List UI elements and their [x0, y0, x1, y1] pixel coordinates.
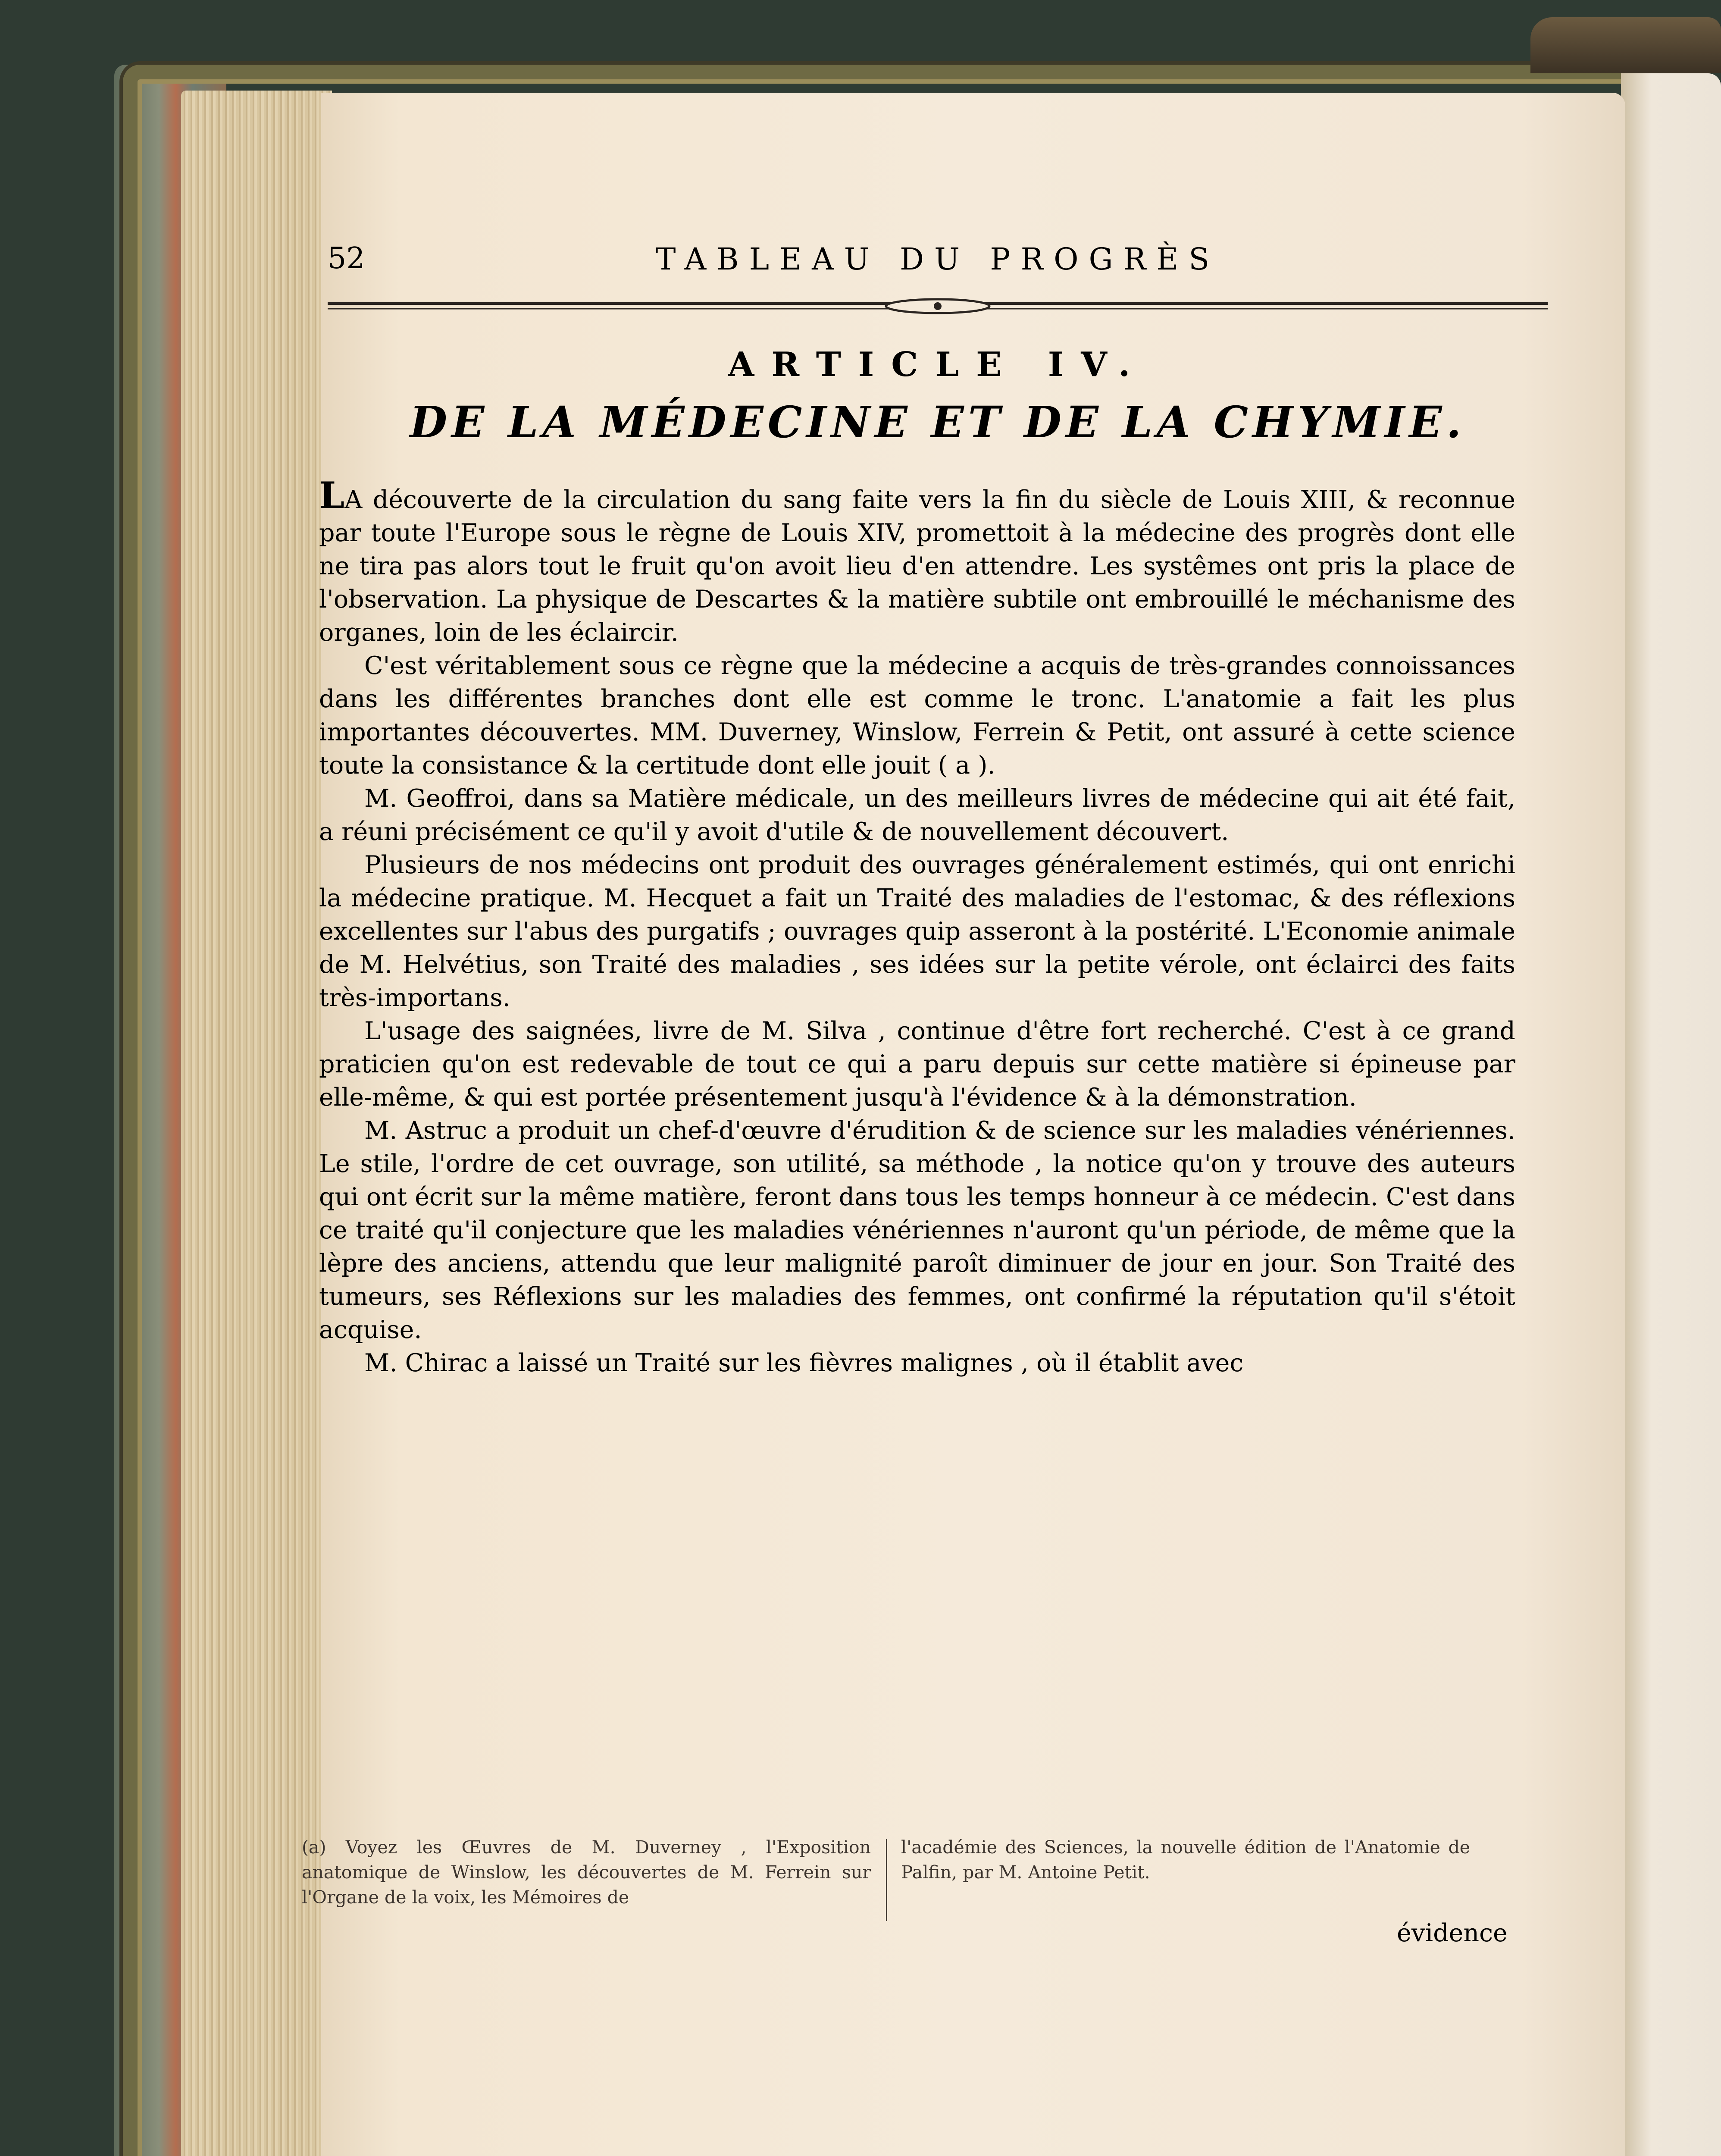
facing-page-edge	[1621, 73, 1721, 2156]
binding-clasp	[1530, 17, 1721, 73]
paragraph: M. Astruc a produit un chef-d'œuvre d'érudition & de science sur les maladies vénériennes. Le stile, l'ordre de cet ouvrage, son utilité, sa méthode , la notice qu'on y trouve des auteurs qui ont écrit sur la même matière, feront dans tous les temps honneur à ce médecin. C'est dans ce traité qu'il conjecture que les maladies vénériennes n'auront qu'un période, de même que la lèpre des anciens, attendu que leur malignité paroît diminuer de jour en jour. Son Traité des tumeurs, ses Réflexions sur les maladies des femmes, ont confirmé la réputation qu'il s'étoit acquise.	[319, 1116, 1515, 1344]
ornamental-rule	[328, 298, 1548, 315]
paragraph: C'est véritablement sous ce règne que la médecine a acquis de très-grandes connoissances dans les différentes branches dont elle est comme le tronc. L'anatomie a fait les plus importantes découvertes. MM. Duverney, Winslow, Ferrein & Petit, ont assuré à cette science toute la consistance & la certitude dont elle jouit ( a ).	[319, 652, 1515, 780]
footnote-left: (a) Voyez les Œuvres de M. Duverney , l'Exposition anatomique de Winslow, les découvertes de M. Ferrein sur l'Organe de la voix, les Mémoires de	[302, 1837, 871, 1908]
running-head	[328, 241, 1548, 285]
running-title: TABLEAU DU PROGRÈS	[655, 241, 1220, 277]
article-heading: ARTICLE IV.	[728, 345, 1148, 384]
paragraph	[319, 474, 1515, 649]
article-title: DE LA MÉDECINE ET DE LA CHYMIE.	[410, 397, 1466, 448]
page-number: 52	[328, 241, 365, 276]
footnote-divider	[886, 1839, 887, 1921]
drop-capital: L	[319, 474, 345, 517]
body-text	[319, 474, 1515, 1380]
paragraph-text: A découverte de la circulation du sang faite vers la fin du siècle de Louis XIII, & reconnue par toute l'Europe sous le règne de Louis XIV, promettoit à la médecine des progrès dont elle ne tira pas alors tout le fruit qu'on avoit lieu d'en attendre. Les systêmes ont pris la place de l'observation. La physique de Descartes & la matière subtile ont embrouillé le méchanisme des organes, loin de les éclaircir.	[319, 486, 1515, 647]
paragraph: M. Geoffroi, dans sa Matière médicale, un des meilleurs livres de médecine qui ait été fait, a réuni précisément ce qu'il y avoit d'utile & de nouvellement découvert.	[319, 784, 1515, 846]
footnotes	[302, 1835, 1513, 1925]
footnote-right: l'académie des Sciences, la nouvelle édition de l'Anatomie de Palfin, par M. Antoine Petit.	[901, 1837, 1470, 1883]
paragraph: L'usage des saignées, livre de M. Silva , continue d'être fort recherché. C'est à ce grand praticien qu'on est redevable de tout ce qui a paru depuis sur cette matière si épineuse par elle-même, & qui est portée présentement jusqu'à l'évidence & à la démonstration.	[319, 1017, 1515, 1112]
paragraph: Plusieurs de nos médecins ont produit des ouvrages généralement estimés, qui ont enrichi la médecine pratique. M. Hecquet a fait un Traité des maladies de l'estomac, & des réflexions excellentes sur l'abus des purgatifs ; ouvrages quip asseront à la postérité. L'Economie animale de M. Helvétius, son Traité des maladies , ses idées sur la petite vérole, ont éclairci des faits très-importans.	[319, 851, 1515, 1012]
paragraph: M. Chirac a laissé un Traité sur les fièvres malignes , où il établit avec	[364, 1349, 1244, 1377]
catchword: évidence	[1397, 1919, 1508, 1947]
